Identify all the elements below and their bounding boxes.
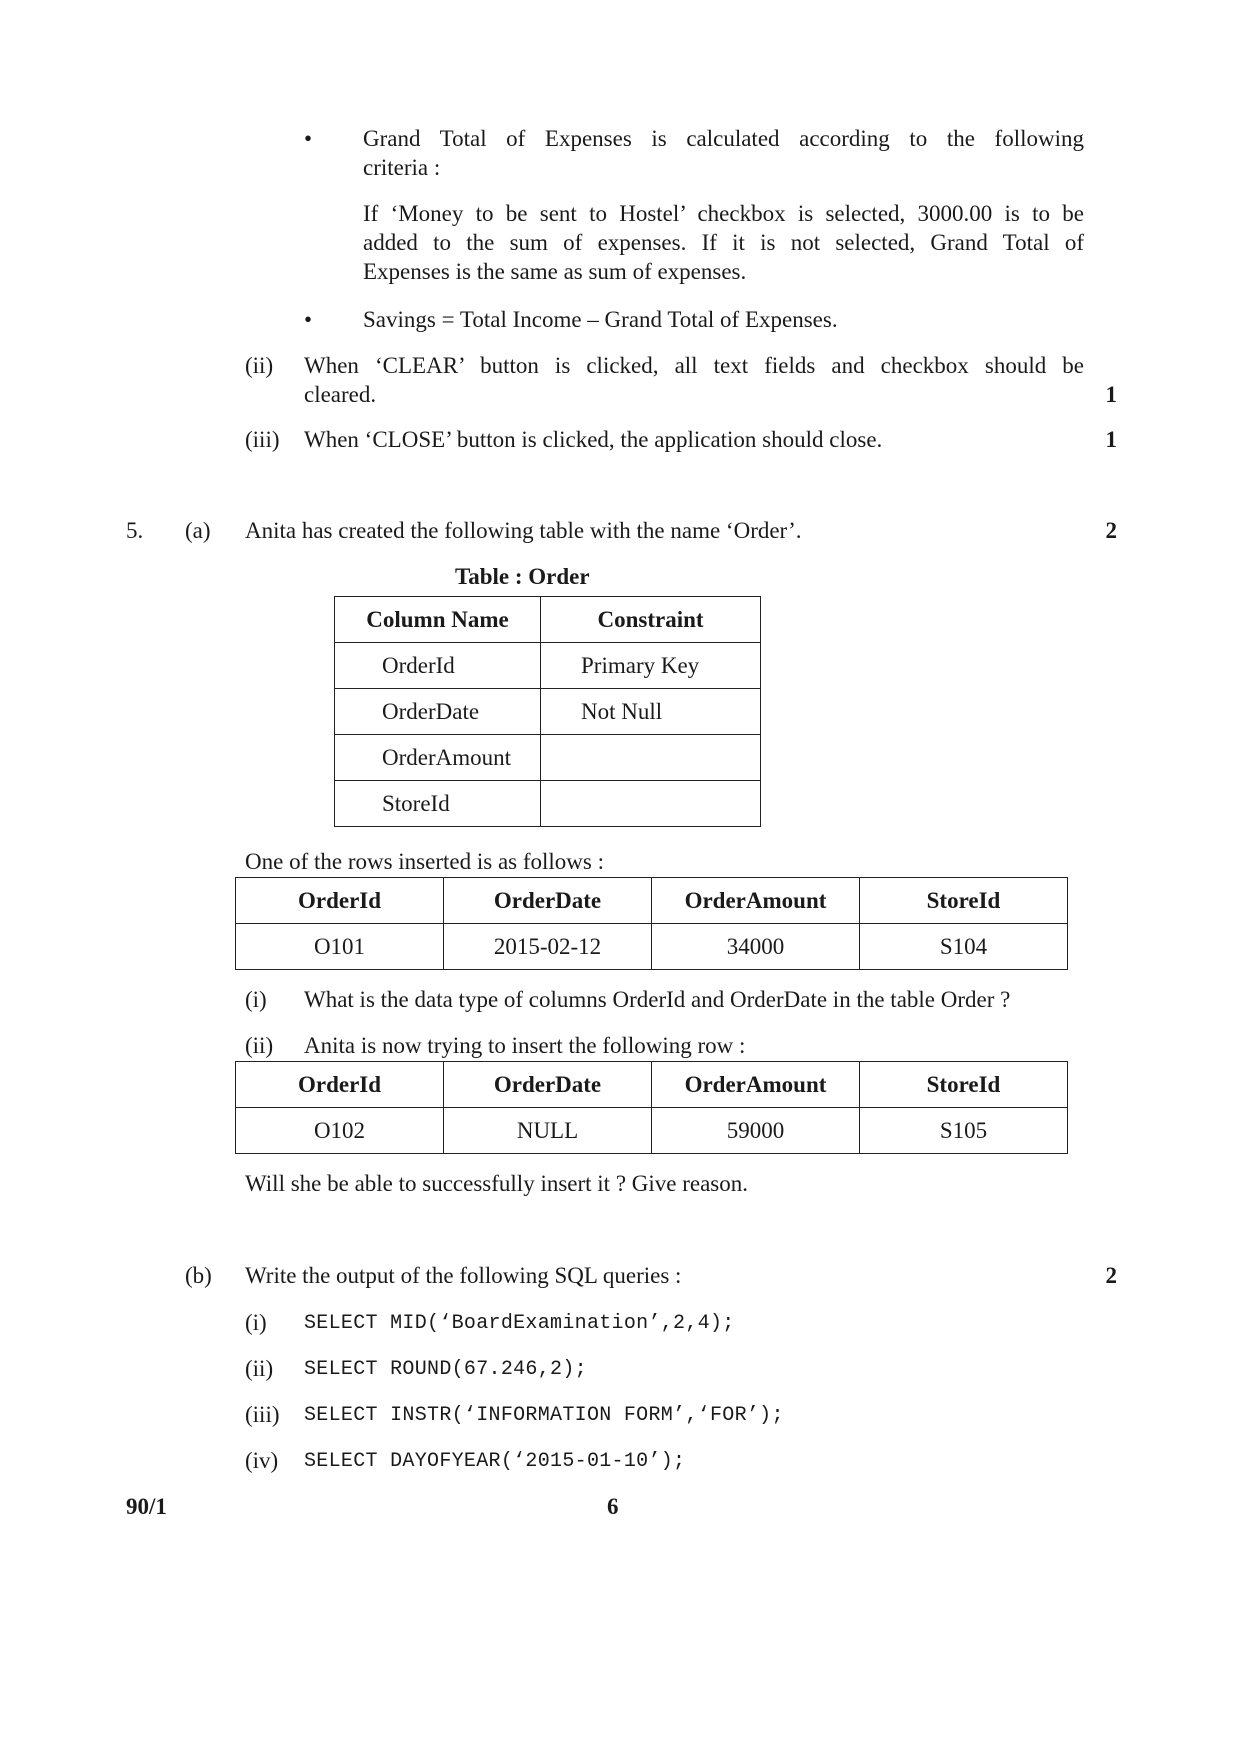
table-header-cell: OrderAmount <box>652 1062 860 1108</box>
q5-a-ii-text: Anita is now trying to insert the following row : <box>304 1033 746 1058</box>
inserted-row-table <box>235 877 1068 970</box>
bullet-1-para-line-1: If ‘Money to be sent to Hostel’ checkbox is selected, 3000.00 is to be <box>363 201 1084 226</box>
q4-ii-line-2: cleared. <box>304 382 377 407</box>
table-header-cell: OrderId <box>236 878 444 924</box>
table-cell: OrderAmount <box>335 735 541 781</box>
table-cell <box>541 781 761 827</box>
q4-iii-mark: 1 <box>1105 427 1117 452</box>
q5-a-i-text: What is the data type of columns OrderId and OrderDate in the table Order ? <box>304 987 1011 1012</box>
table-cell: 2015-02-12 <box>444 924 652 970</box>
q5-a-mark: 2 <box>1105 518 1117 543</box>
new-row-table <box>235 1061 1068 1154</box>
table-cell: OrderDate <box>335 689 541 735</box>
table-header-cell: Constraint <box>541 597 761 643</box>
q5-a-closing: Will she be able to successfully insert it ? Give reason. <box>245 1171 749 1196</box>
table-header-row <box>335 597 761 643</box>
table-cell: 59000 <box>652 1108 860 1154</box>
q4-ii-mark: 1 <box>1105 382 1117 407</box>
q5-a-i-num: (i) <box>245 987 267 1012</box>
table-row <box>335 689 761 735</box>
q5-a-label: (a) <box>185 518 211 543</box>
table-header-cell: OrderDate <box>444 1062 652 1108</box>
table-header-cell: StoreId <box>860 878 1068 924</box>
table-cell: S104 <box>860 924 1068 970</box>
table-header-cell: StoreId <box>860 1062 1068 1108</box>
table-header-row <box>236 1062 1068 1108</box>
q5-a-text: Anita has created the following table with the name ‘Order’. <box>245 518 802 543</box>
query-3-code: SELECT INSTR(‘INFORMATION FORM’,‘FOR’); <box>304 1404 784 1427</box>
query-2-num: (ii) <box>245 1356 274 1381</box>
q5-a-ii-num: (ii) <box>245 1033 274 1058</box>
table-title: Table : Order <box>455 564 590 589</box>
bullet-dot: • <box>304 307 313 332</box>
table-row <box>236 924 1068 970</box>
q5-b-label: (b) <box>185 1263 212 1288</box>
bullet-2-text: Savings = Total Income – Grand Total of Expenses. <box>363 307 838 332</box>
bullet-1-line-1: Grand Total of Expenses is calculated according to the following <box>363 126 1084 151</box>
table-cell: O102 <box>236 1108 444 1154</box>
q4-iii-text: When ‘CLOSE’ button is clicked, the application should close. <box>304 427 883 452</box>
table-row <box>335 781 761 827</box>
table-cell <box>541 735 761 781</box>
table-row <box>335 735 761 781</box>
q5-b-text: Write the output of the following SQL queries : <box>245 1263 682 1288</box>
paper-code: 90/1 <box>126 1494 167 1519</box>
q4-ii-num: (ii) <box>245 353 274 378</box>
table-row <box>236 1108 1068 1154</box>
query-4-num: (iv) <box>245 1448 279 1473</box>
constraint-table <box>334 596 761 827</box>
query-1-code: SELECT MID(‘BoardExamination’,2,4); <box>304 1312 735 1335</box>
table-header-cell: Column Name <box>335 597 541 643</box>
q5-number: 5. <box>126 518 144 543</box>
bullet-1-para-line-3: Expenses is the same as sum of expenses. <box>363 259 747 284</box>
q5-b-mark: 2 <box>1105 1263 1117 1288</box>
query-3-num: (iii) <box>245 1402 280 1427</box>
table-cell: NULL <box>444 1108 652 1154</box>
q4-iii-num: (iii) <box>245 427 280 452</box>
bullet-dot: • <box>304 126 313 151</box>
bullet-1-line-2: criteria : <box>363 155 441 180</box>
table-cell: Primary Key <box>541 643 761 689</box>
q4-ii-line-1: When ‘CLEAR’ button is clicked, all text fields and checkbox should be <box>304 353 1084 378</box>
bullet-1-para-line-2: added to the sum of expenses. If it is not selected, Grand Total of <box>363 230 1084 255</box>
page-number: 6 <box>607 1494 619 1519</box>
table-row <box>335 643 761 689</box>
table-cell: O101 <box>236 924 444 970</box>
table-cell: OrderId <box>335 643 541 689</box>
table-cell: 34000 <box>652 924 860 970</box>
query-2-code: SELECT ROUND(67.246,2); <box>304 1358 587 1381</box>
table-cell: Not Null <box>541 689 761 735</box>
table-header-cell: OrderId <box>236 1062 444 1108</box>
table-cell: S105 <box>860 1108 1068 1154</box>
table-header-cell: OrderDate <box>444 878 652 924</box>
query-4-code: SELECT DAYOFYEAR(‘2015-01-10’); <box>304 1450 686 1473</box>
query-1-num: (i) <box>245 1310 267 1335</box>
rows-intro: One of the rows inserted is as follows : <box>245 849 604 874</box>
table-header-row <box>236 878 1068 924</box>
table-header-cell: OrderAmount <box>652 878 860 924</box>
table-cell: StoreId <box>335 781 541 827</box>
